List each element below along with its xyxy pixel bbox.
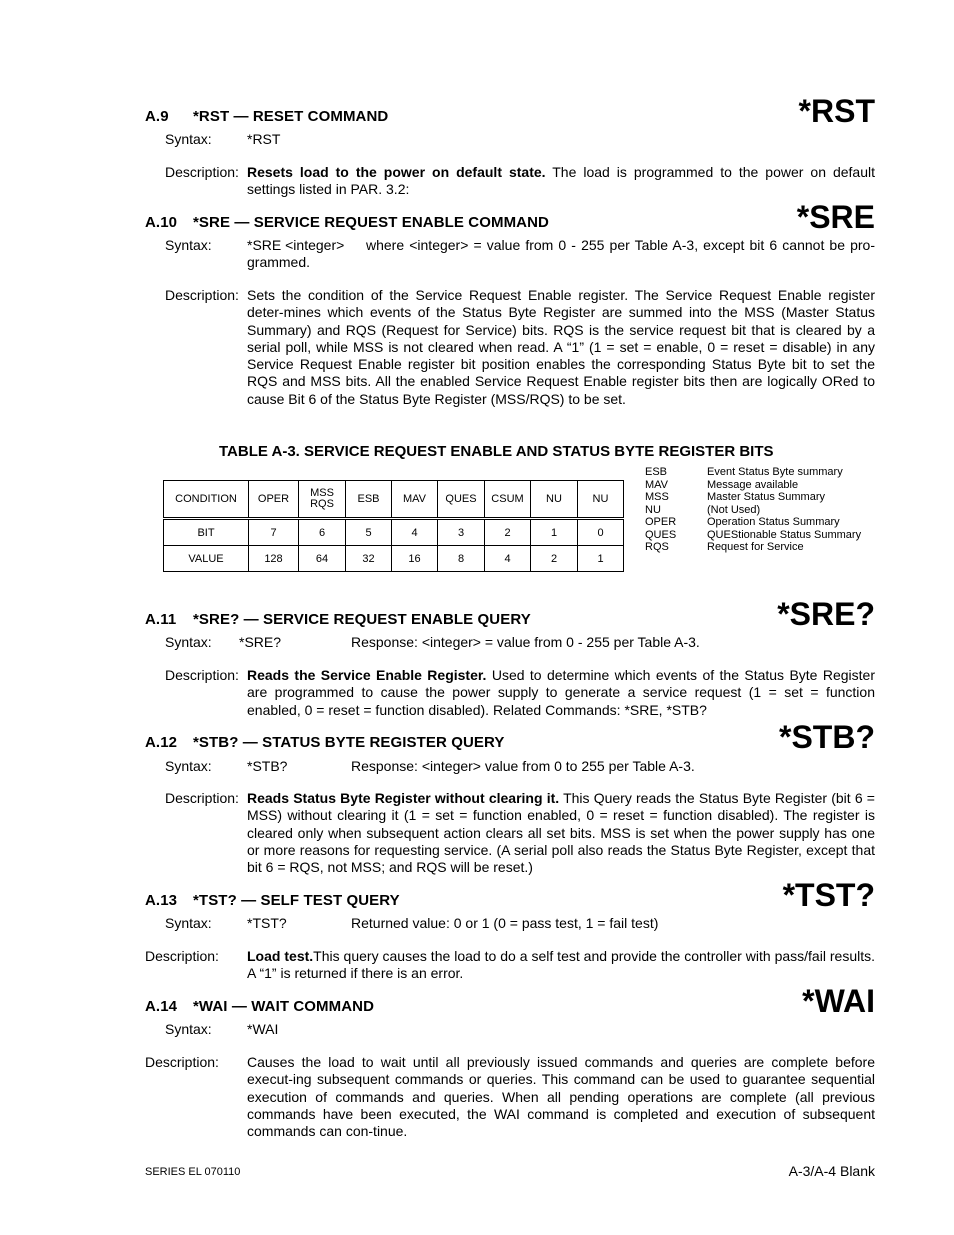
table-row-bit [164,519,624,546]
section-heading-a12: A.12 *STB? — STATUS BYTE REGISTER QUERY [145,734,505,751]
legend-meaning: Event Status Byte summary [707,466,843,478]
table-cell: 6 [299,519,346,546]
syntax-value: *RST [247,131,281,147]
footer-series: SERIES EL 070110 [145,1166,241,1178]
table-cell: BIT [164,519,249,546]
legend-meaning: Master Status Summary [707,491,825,503]
table-cell: 1 [531,519,578,546]
table-cell: 4 [392,519,438,546]
section-heading-a13: A.13 *TST? — SELF TEST QUERY [145,892,400,909]
table-cell: 1 [578,546,624,572]
table-cell: 16 [392,546,438,572]
legend-abbr: MAV [645,478,669,491]
legend-meaning: (Not Used) [707,503,761,516]
command-banner-rst: *RST [798,93,875,129]
table-header-cell: NU [531,481,578,519]
command-banner-wai: *WAI [802,983,875,1019]
legend-abbr: RQS [645,541,669,553]
section-heading-a9: A.9 *RST — RESET COMMAND [145,108,389,125]
legend-meaning: QUEStionable Status Summary [707,528,862,541]
description-text: Reads the Service Enable Register. Used to determine which events of the Status Byte Register are programmed to cause the power supply to generate a service request (1 = set = function enabled, 0 = reset = function disabled). Related Commands: *SRE, *STB? [247,667,875,718]
syntax-value: *SRE? [239,634,282,650]
table-cell: 2 [485,519,531,546]
description-label: Description: [145,948,219,964]
syntax-note: Returned value: 0 or 1 (0 = pass test, 1 = fail test) [351,915,659,931]
description-label: Description: [145,1054,219,1070]
table-header-cell: QUES [438,481,485,519]
description-text: Causes the load to wait until all previously issued commands and queries are complete before execut-ing subsequent commands or queries. This command can be used to guarantee sequential execution of commands and queries. When all pending operations are complete (all previous commands have been executed, the WAI command is completed and execution of subsequent commands can con-tinue. [247,1054,875,1140]
description-label: Description: [165,164,239,180]
section-heading-a11: A.11 *SRE? — SERVICE REQUEST ENABLE QUERY [145,611,531,628]
command-banner-sre-query: *SRE? [777,596,875,632]
syntax-note: Response: <integer> value from 0 to 255 per Table A-3. [351,758,695,774]
table-cell: 2 [531,546,578,572]
table-legend [645,466,861,554]
table-cell: 64 [299,546,346,572]
legend-abbr: NU [645,503,661,516]
table-header-row [164,481,624,519]
table-header-cell: ESB [346,481,392,519]
table-cell: 128 [249,546,299,572]
legend-meaning: Request for Service [707,541,804,553]
legend-meaning: Message available [707,478,799,491]
legend-abbr: MSS [645,491,669,503]
legend-item [645,516,861,529]
description-label: Description: [165,790,239,806]
command-banner-tst-query: *TST? [782,877,875,913]
description-text: Load test.This query causes the load to do a self test and provide the controller with pass/fail results. A “1” is returned if there is an error. [247,948,875,982]
table-cell: 7 [249,519,299,546]
table-cell: 4 [485,546,531,572]
syntax-note: Response: <integer> = value from 0 - 255 per Table A-3. [351,634,700,650]
table-header-cell: NU [578,481,624,519]
table-header-cell: CSUM [485,481,531,519]
description-text: Reads Status Byte Register without clearing it. This Query reads the Status Byte Register (bit 6 = MSS) without clearing it (1 = set = function enabled, 0 = reset = function disabled). The register is cleared only when subsequent action clears all set bits. MSS is set when the power supply has one or more reasons for requesting service. (A serial poll also reads the Status Byte Register, except that bit 6 = RQS, not MSS; and RQS will be reset.) [247,790,875,876]
table-header-cell: OPER [249,481,299,519]
table-cell: 32 [346,546,392,572]
table-cell: 5 [346,519,392,546]
table-header-cell: MAV [392,481,438,519]
syntax-label: Syntax: [165,237,212,253]
legend-abbr: ESB [645,466,668,478]
legend-meaning: Operation Status Summary [707,516,840,528]
description-label: Description: [165,667,239,683]
command-banner-stb-query: *STB? [779,719,875,755]
description-label: Description: [165,287,239,303]
description-text: Resets load to the power on default state. The load is programmed to the power on default settings listed in PAR. 3.2: [247,164,875,198]
table-cell: 8 [438,546,485,572]
table-cell: 0 [578,519,624,546]
syntax-label: Syntax: [165,758,212,774]
legend-item [645,529,861,542]
mss-rqs-label: MSS RQS [310,487,334,510]
command-banner-sre: *SRE [796,199,875,235]
legend-item [645,504,861,517]
syntax-value: *SRE <integer> [247,237,345,253]
table-title: TABLE A-3. SERVICE REQUEST ENABLE AND STATUS BYTE REGISTER BITS [219,443,774,460]
legend-item [645,541,861,554]
table-cell: 3 [438,519,485,546]
legend-item [645,491,861,504]
table-header-cell [299,481,346,519]
table-row-value [164,546,624,572]
syntax-label: Syntax: [165,131,212,147]
legend-abbr: OPER [645,516,677,528]
syntax-label: Syntax: [165,1021,212,1037]
syntax-label: Syntax: [165,634,212,650]
description-text: Sets the condition of the Service Request Enable register. The Service Request Enable register deter-mines which events of the Status Byte Register are summed into the MSS (Master Status Summary) and RQS (Request for Service) bits. RQS is the service request bit that is cleared by a serial poll, while MSS is not cleared when read. A “1” (1 = set = enable, 0 = reset = disable) in any Service Request Enable register bit position enables the corresponding Status Byte bit to set the RQS and MSS bits. All the enabled Service Request Enable register bits then are logically ORed to cause Bit 6 of the Status Byte Register (MSS/RQS) to be set. [247,287,875,407]
syntax-value: *STB? [247,758,288,774]
syntax-value: *WAI [247,1021,279,1037]
section-heading-a14: A.14 *WAI — WAIT COMMAND [145,998,375,1015]
status-byte-table [163,480,624,572]
table-header-cell: CONDITION [164,481,249,519]
legend-item [645,479,861,492]
syntax-label: Syntax: [165,915,212,931]
table-cell: VALUE [164,546,249,572]
syntax-value: *TST? [247,915,287,931]
syntax-note: where <integer> = value from 0 - 255 per Table A-3, except bit 6 cannot be pro-grammed. [247,237,875,271]
legend-abbr: QUES [645,528,677,541]
section-heading-a10: A.10 *SRE — SERVICE REQUEST ENABLE COMMAND [145,214,549,231]
legend-item [645,466,861,479]
footer-page-number: A-3/A-4 Blank [788,1163,875,1179]
